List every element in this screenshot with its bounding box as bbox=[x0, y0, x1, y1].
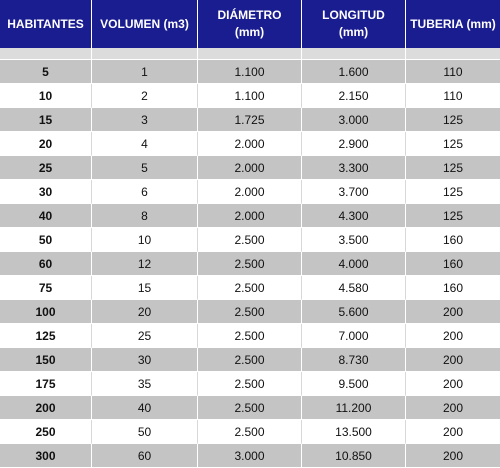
cell-tuberia: 125 bbox=[406, 108, 500, 132]
cell-tuberia: 125 bbox=[406, 156, 500, 180]
cell-longitud: 4.000 bbox=[302, 252, 406, 276]
cell-tuberia: 125 bbox=[406, 180, 500, 204]
cell-tuberia: 200 bbox=[406, 444, 500, 468]
header-spacer bbox=[0, 48, 500, 60]
table-row bbox=[0, 180, 500, 204]
cell-habitantes: 5 bbox=[0, 60, 92, 84]
table-header bbox=[0, 0, 500, 48]
header-text: VOLUMEN (m3) bbox=[100, 16, 189, 31]
cell-tuberia: 160 bbox=[406, 252, 500, 276]
cell-habitantes: 60 bbox=[0, 252, 92, 276]
cell-tuberia: 110 bbox=[406, 60, 500, 84]
cell-diametro: 3.000 bbox=[198, 444, 302, 468]
cell-habitantes: 20 bbox=[0, 132, 92, 156]
cell-volumen: 20 bbox=[92, 300, 198, 324]
cell-tuberia: 200 bbox=[406, 372, 500, 396]
cell-diametro: 2.000 bbox=[198, 156, 302, 180]
cell-diametro: 1.100 bbox=[198, 84, 302, 108]
cell-diametro: 2.500 bbox=[198, 348, 302, 372]
cell-volumen: 40 bbox=[92, 396, 198, 420]
table-row bbox=[0, 276, 500, 300]
cell-diametro: 2.000 bbox=[198, 132, 302, 156]
header-text: (mm) bbox=[234, 25, 265, 39]
cell-diametro: 1.725 bbox=[198, 108, 302, 132]
cell-volumen: 50 bbox=[92, 420, 198, 444]
table-row bbox=[0, 228, 500, 252]
cell-longitud: 2.900 bbox=[302, 132, 406, 156]
cell-longitud: 4.300 bbox=[302, 204, 406, 228]
cell-habitantes: 175 bbox=[0, 372, 92, 396]
table-row bbox=[0, 420, 500, 444]
table-row bbox=[0, 396, 500, 420]
cell-habitantes: 75 bbox=[0, 276, 92, 300]
table-row bbox=[0, 300, 500, 324]
cell-tuberia: 200 bbox=[406, 420, 500, 444]
cell-habitantes: 250 bbox=[0, 420, 92, 444]
cell-volumen: 30 bbox=[92, 348, 198, 372]
cell-longitud: 2.150 bbox=[302, 84, 406, 108]
table-row bbox=[0, 348, 500, 372]
cell-volumen: 25 bbox=[92, 324, 198, 348]
cell-tuberia: 200 bbox=[406, 348, 500, 372]
cell-longitud: 11.200 bbox=[302, 396, 406, 420]
cell-habitantes: 125 bbox=[0, 324, 92, 348]
cell-habitantes: 30 bbox=[0, 180, 92, 204]
cell-longitud: 3.300 bbox=[302, 156, 406, 180]
cell-tuberia: 200 bbox=[406, 300, 500, 324]
header-text: (mm) bbox=[338, 25, 369, 39]
cell-habitantes: 150 bbox=[0, 348, 92, 372]
table-body bbox=[0, 48, 500, 468]
cell-habitantes: 50 bbox=[0, 228, 92, 252]
table-row bbox=[0, 108, 500, 132]
cell-tuberia: 160 bbox=[406, 276, 500, 300]
cell-volumen: 4 bbox=[92, 132, 198, 156]
cell-tuberia: 200 bbox=[406, 324, 500, 348]
cell-volumen: 60 bbox=[92, 444, 198, 468]
cell-volumen: 2 bbox=[92, 84, 198, 108]
cell-tuberia: 200 bbox=[406, 396, 500, 420]
cell-longitud: 1.600 bbox=[302, 60, 406, 84]
header-text: TUBERIA (mm) bbox=[410, 16, 496, 31]
cell-longitud: 7.000 bbox=[302, 324, 406, 348]
table-row bbox=[0, 252, 500, 276]
cell-volumen: 6 bbox=[92, 180, 198, 204]
cell-tuberia: 125 bbox=[406, 204, 500, 228]
table-row bbox=[0, 156, 500, 180]
table-row bbox=[0, 84, 500, 108]
cell-longitud: 9.500 bbox=[302, 372, 406, 396]
cell-volumen: 12 bbox=[92, 252, 198, 276]
table-row bbox=[0, 444, 500, 468]
cell-diametro: 2.000 bbox=[198, 204, 302, 228]
cell-volumen: 8 bbox=[92, 204, 198, 228]
cell-volumen: 1 bbox=[92, 60, 198, 84]
table-row bbox=[0, 372, 500, 396]
cell-diametro: 1.100 bbox=[198, 60, 302, 84]
table-row bbox=[0, 132, 500, 156]
cell-diametro: 2.500 bbox=[198, 396, 302, 420]
cell-longitud: 4.580 bbox=[302, 276, 406, 300]
cell-volumen: 35 bbox=[92, 372, 198, 396]
cell-longitud: 3.700 bbox=[302, 180, 406, 204]
cell-tuberia: 160 bbox=[406, 228, 500, 252]
cell-volumen: 15 bbox=[92, 276, 198, 300]
cell-habitantes: 200 bbox=[0, 396, 92, 420]
cell-longitud: 3.500 bbox=[302, 228, 406, 252]
cell-volumen: 10 bbox=[92, 228, 198, 252]
header-volumen bbox=[92, 0, 198, 48]
cell-tuberia: 125 bbox=[406, 132, 500, 156]
cell-longitud: 13.500 bbox=[302, 420, 406, 444]
header-row bbox=[0, 0, 500, 48]
cell-habitantes: 25 bbox=[0, 156, 92, 180]
cell-habitantes: 40 bbox=[0, 204, 92, 228]
cell-habitantes: 300 bbox=[0, 444, 92, 468]
cell-diametro: 2.500 bbox=[198, 276, 302, 300]
cell-habitantes: 10 bbox=[0, 84, 92, 108]
cell-diametro: 2.500 bbox=[198, 300, 302, 324]
cell-longitud: 8.730 bbox=[302, 348, 406, 372]
table-row bbox=[0, 60, 500, 84]
header-text: HABITANTES bbox=[7, 16, 84, 31]
table-row bbox=[0, 324, 500, 348]
table-row bbox=[0, 204, 500, 228]
cell-diametro: 2.500 bbox=[198, 372, 302, 396]
cell-longitud: 10.850 bbox=[302, 444, 406, 468]
cell-longitud: 3.000 bbox=[302, 108, 406, 132]
cell-habitantes: 100 bbox=[0, 300, 92, 324]
cell-volumen: 3 bbox=[92, 108, 198, 132]
cell-volumen: 5 bbox=[92, 156, 198, 180]
header-diametro bbox=[198, 0, 302, 48]
header-tuberia bbox=[406, 0, 500, 48]
cell-diametro: 2.500 bbox=[198, 324, 302, 348]
header-text: LONGITUD bbox=[322, 8, 385, 22]
cell-longitud: 5.600 bbox=[302, 300, 406, 324]
cell-diametro: 2.500 bbox=[198, 228, 302, 252]
cell-diametro: 2.500 bbox=[198, 420, 302, 444]
header-habitantes bbox=[0, 0, 92, 48]
cell-diametro: 2.500 bbox=[198, 252, 302, 276]
cell-tuberia: 110 bbox=[406, 84, 500, 108]
header-text: DIÁMETRO bbox=[217, 8, 282, 22]
header-longitud bbox=[302, 0, 406, 48]
cell-habitantes: 15 bbox=[0, 108, 92, 132]
cell-diametro: 2.000 bbox=[198, 180, 302, 204]
